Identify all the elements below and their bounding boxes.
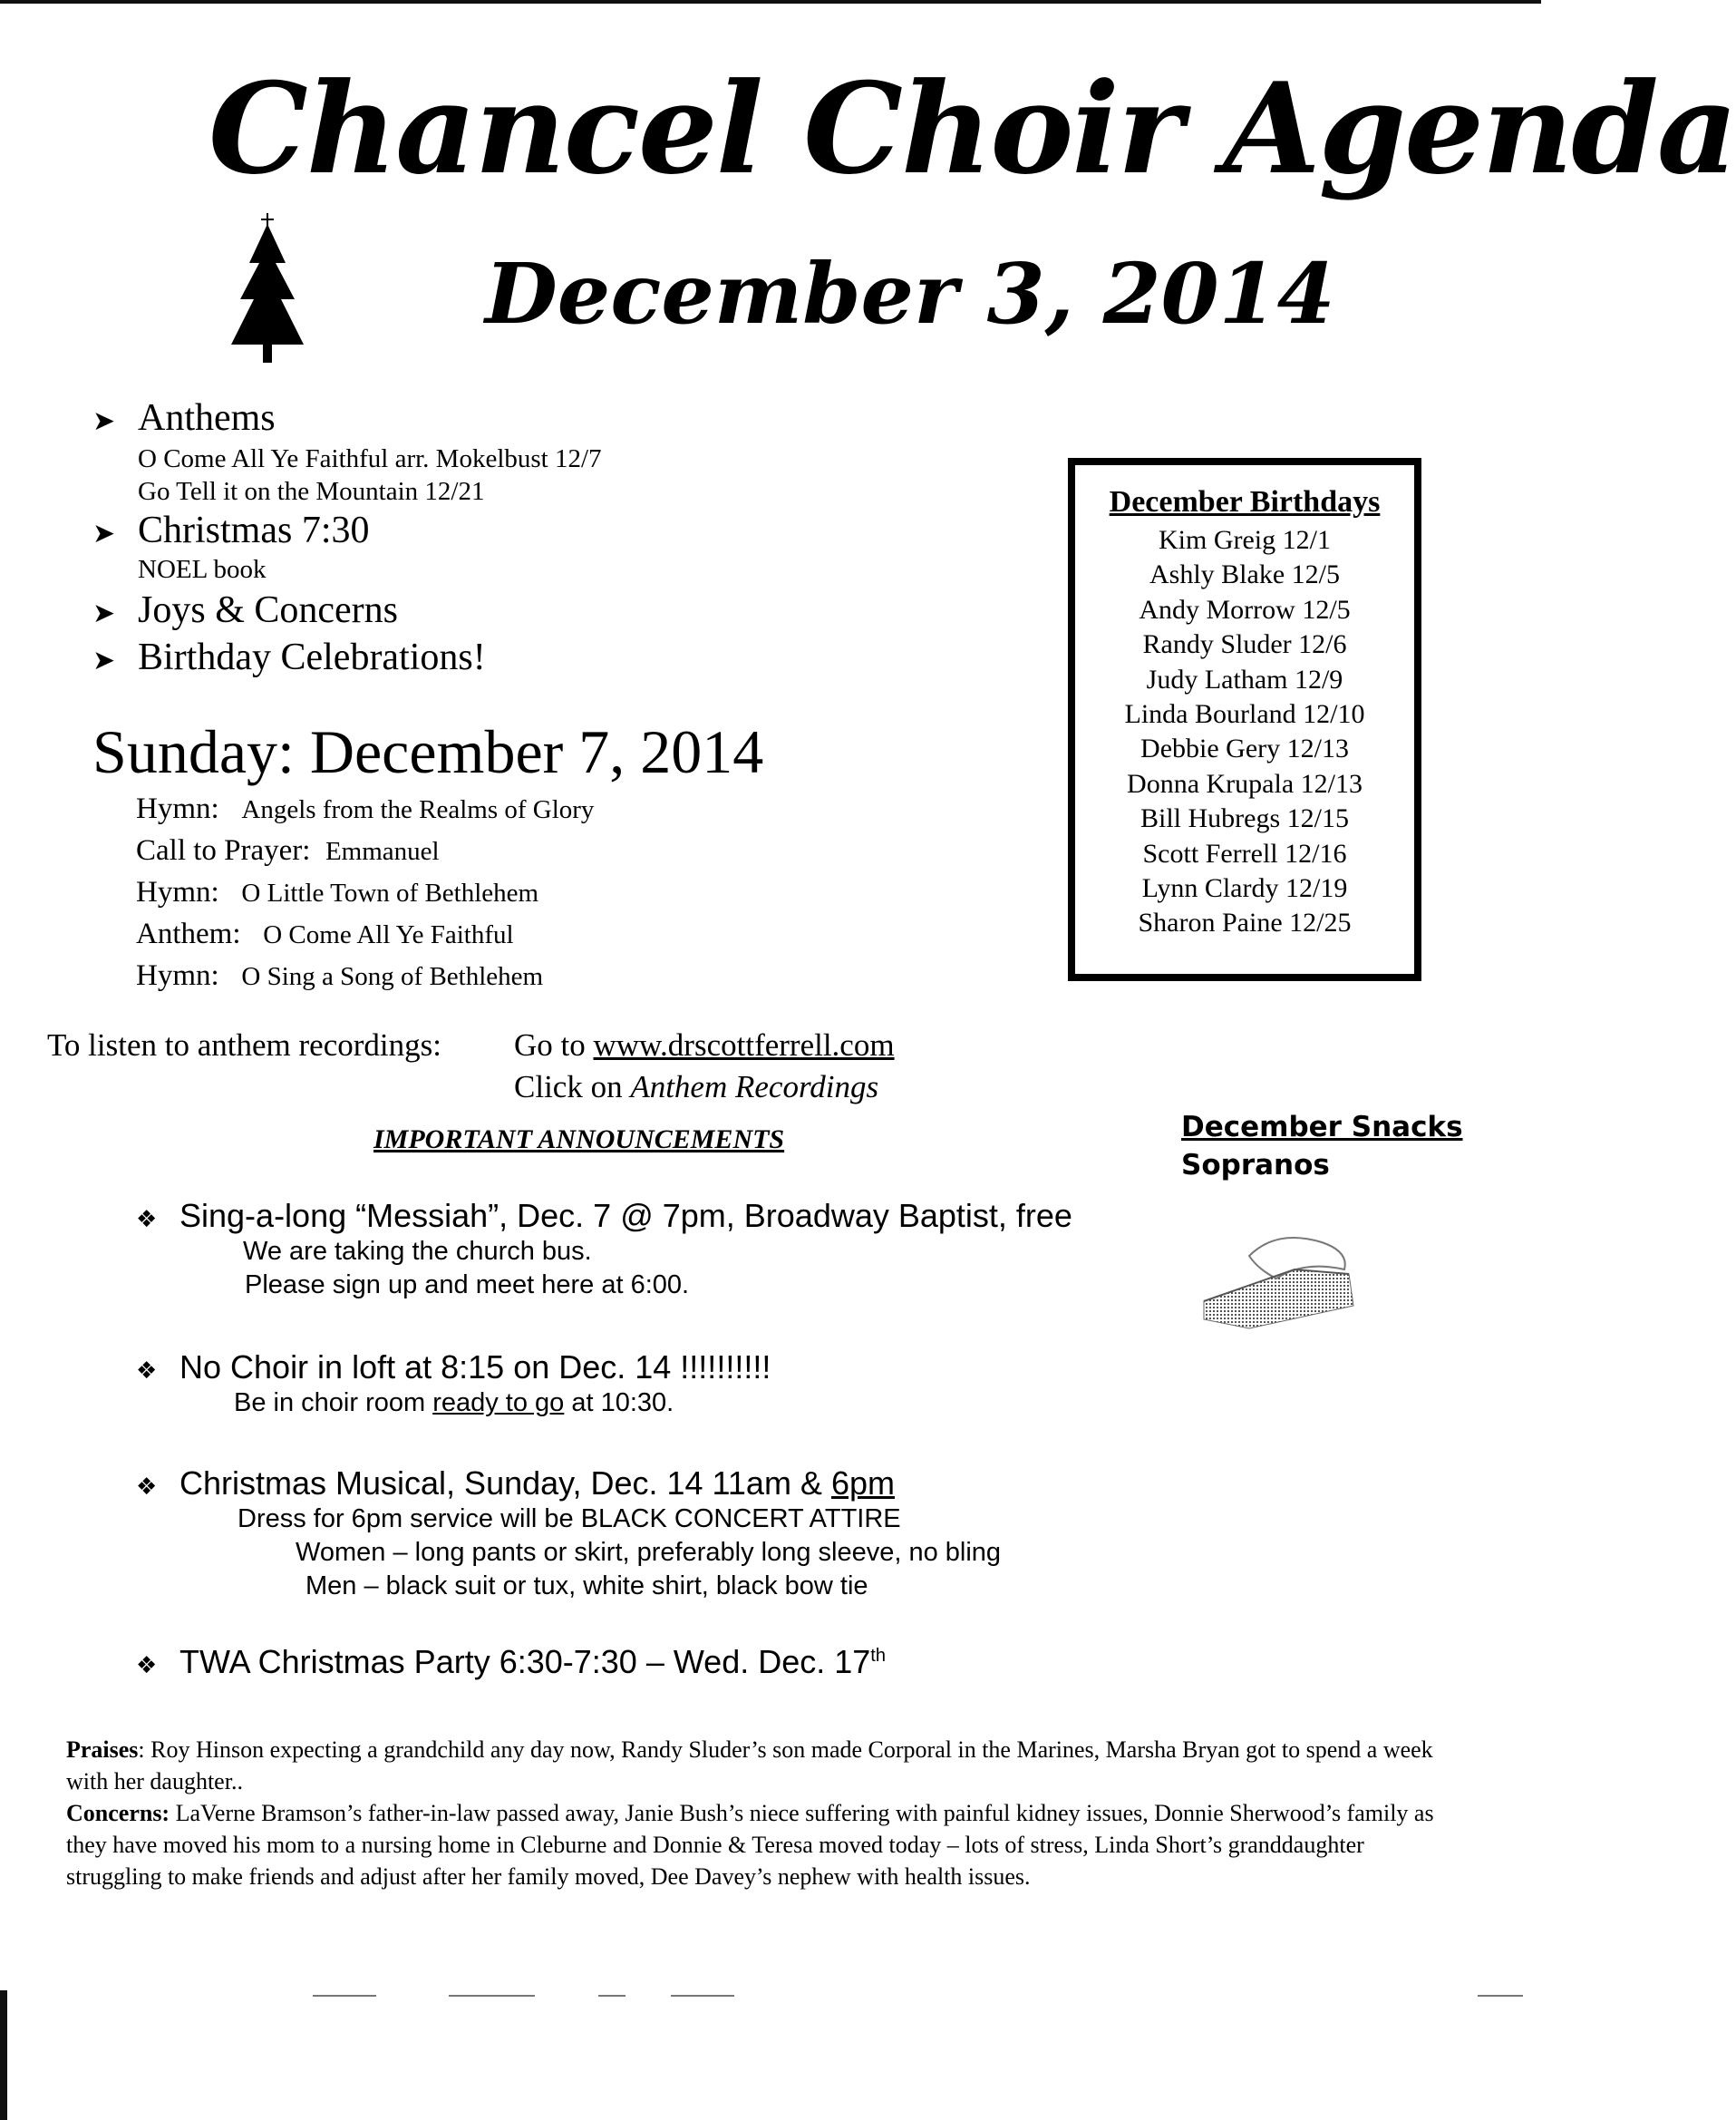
announcement-item xyxy=(136,1464,1001,1603)
announcement-title xyxy=(179,1464,895,1502)
announcement-detail: Women – long pants or skirt, preferably long sleeve, no bling xyxy=(296,1538,1002,1567)
diamond-bullet-icon: ❖ xyxy=(136,1357,158,1385)
birthday-item: Donna Krupala 12/13 xyxy=(1127,768,1363,799)
sunday-heading: Sunday: December 7, 2014 xyxy=(92,717,764,786)
concerns-label: Concerns: xyxy=(66,1800,170,1826)
announcement-detail: Dress for 6pm service will be BLACK CONCERT ATTIRE xyxy=(238,1504,901,1533)
service-label: Hymn: xyxy=(136,793,219,825)
agenda-heading: Christmas 7:30 xyxy=(138,510,370,551)
announcement-title xyxy=(179,1643,886,1681)
service-item xyxy=(136,789,594,831)
service-item xyxy=(136,831,594,872)
announcement-title: Sing-a-long “Messiah”, Dec. 7 @ 7pm, Broadway Baptist, free xyxy=(179,1197,1072,1234)
arrowhead-bullet-icon: ➤ xyxy=(92,598,116,629)
service-item xyxy=(136,914,594,956)
scan-mark xyxy=(671,1995,734,1997)
sunday-order-of-service xyxy=(136,789,594,997)
anthem-recordings-text: Anthem Recordings xyxy=(630,1069,879,1104)
recordings-link[interactable]: www.drscottferrell.com xyxy=(593,1027,895,1063)
snacks-section xyxy=(1181,1108,1463,1184)
go-to-text: Go to xyxy=(514,1027,594,1063)
service-value: Emmanuel xyxy=(325,837,440,866)
service-label: Call to Prayer: xyxy=(136,834,311,867)
birthday-item: Linda Bourland 12/10 xyxy=(1124,699,1365,730)
birthday-item: Scott Ferrell 12/16 xyxy=(1142,838,1347,869)
service-label: Anthem: xyxy=(136,918,241,950)
announcement-detail xyxy=(136,1386,771,1420)
scan-mark xyxy=(1478,1995,1523,1997)
announcement-detail: We are taking the church bus. xyxy=(243,1237,592,1266)
title-superscript: th xyxy=(870,1646,886,1666)
birthdays-heading: December Birthdays xyxy=(1109,485,1381,519)
agenda-heading: Joys & Concerns xyxy=(138,589,398,631)
praises-concerns xyxy=(66,1734,1462,1892)
announcement-detail: Men – black suit or tux, white shirt, black bow tie xyxy=(305,1571,868,1600)
praises-text: : Roy Hinson expecting a grandchild any day now, Randy Sluder’s son made Corporal in the Marines, Marsha Bryan got to spend a week with her daughter.. xyxy=(66,1736,1433,1794)
christmas-tree-icon xyxy=(227,213,308,363)
detail-underlined: ready to go xyxy=(432,1388,565,1417)
arrowhead-bullet-icon: ➤ xyxy=(92,645,116,676)
birthday-item: Andy Morrow 12/5 xyxy=(1139,594,1351,625)
title-underlined: 6pm xyxy=(830,1464,895,1502)
announcement-item xyxy=(136,1643,886,1681)
scan-edge-left xyxy=(0,1990,7,2120)
praises-label: Praises xyxy=(66,1736,139,1763)
arrowhead-bullet-icon: ➤ xyxy=(92,405,116,437)
birthday-item: Ashly Blake 12/5 xyxy=(1149,559,1340,590)
scan-mark xyxy=(313,1995,376,1997)
birthdays-box xyxy=(1068,458,1421,981)
agenda-list xyxy=(92,399,602,676)
agenda-item-anthems xyxy=(92,399,602,437)
announcement-title: No Choir in loft at 8:15 on Dec. 14 !!!!!!!!!! xyxy=(179,1348,771,1386)
service-value: O Sing a Song of Bethlehem xyxy=(241,962,544,991)
announcement-item xyxy=(136,1348,771,1420)
service-value: O Come All Ye Faithful xyxy=(263,920,514,949)
service-label: Hymn: xyxy=(136,959,219,992)
scan-edge-top xyxy=(0,0,1541,4)
snacks-heading: December Snacks xyxy=(1181,1111,1463,1143)
meeting-date: December 3, 2014 xyxy=(485,245,1335,343)
service-item xyxy=(136,872,594,914)
detail-text: at 10:30. xyxy=(564,1388,674,1417)
birthday-item: Bill Hubregs 12/15 xyxy=(1140,803,1349,834)
service-label: Hymn: xyxy=(136,876,219,909)
title-text: TWA Christmas Party 6:30-7:30 – Wed. Dec. 17 xyxy=(179,1643,871,1680)
click-on-text: Click on xyxy=(514,1069,631,1104)
anthem-line: Go Tell it on the Mountain 12/21 xyxy=(138,477,485,506)
scan-mark xyxy=(598,1995,626,1997)
announcements-heading: IMPORTANT ANNOUNCEMENTS xyxy=(373,1124,785,1154)
agenda-heading: Anthems xyxy=(138,397,276,439)
diamond-bullet-icon: ❖ xyxy=(136,1652,158,1679)
agenda-heading: Birthday Celebrations! xyxy=(138,637,486,678)
listen-instructions xyxy=(514,1025,895,1108)
agenda-item-christmas xyxy=(92,511,602,549)
birthday-item: Judy Latham 12/9 xyxy=(1146,664,1343,695)
service-value: Angels from the Realms of Glory xyxy=(241,795,595,824)
snacks-group: Sopranos xyxy=(1181,1149,1330,1182)
page-title: Chancel Choir Agenda xyxy=(209,54,1736,202)
concerns-paragraph xyxy=(66,1797,1462,1892)
announcement-detail: Please sign up and meet here at 6:00. xyxy=(245,1270,690,1299)
diamond-bullet-icon: ❖ xyxy=(136,1206,158,1233)
birthday-item: Sharon Paine 12/25 xyxy=(1138,908,1352,938)
title-text: Christmas Musical, Sunday, Dec. 14 11am & xyxy=(179,1464,831,1502)
christmas-sub: NOEL book xyxy=(138,555,267,584)
service-value: O Little Town of Bethlehem xyxy=(241,879,539,908)
birthday-item: Lynn Clardy 12/19 xyxy=(1141,873,1348,904)
anthem-line: O Come All Ye Faithful arr. Mokelbust 12/7 xyxy=(138,444,602,473)
concerns-text: LaVerne Bramson’s father-in-law passed away, Janie Bush’s niece suffering with painful kidney issues, Donnie Sherwood’s family as they have moved his mom to a nursing home in Cleburne and Donnie & Teresa moved today – lots of stress, Linda Short’s granddaughter struggling to make friends and adjust after her family moved, Dee Davey’s nephew with health issues. xyxy=(66,1800,1434,1890)
agenda-item-birthday xyxy=(92,638,602,676)
birthday-item: Randy Sluder 12/6 xyxy=(1142,629,1347,660)
arrowhead-bullet-icon: ➤ xyxy=(92,518,116,549)
agenda-item-joys xyxy=(92,591,602,629)
scan-mark xyxy=(449,1995,535,1997)
announcement-item xyxy=(136,1197,1072,1302)
praises-paragraph xyxy=(66,1734,1462,1797)
listen-label: To listen to anthem recordings: xyxy=(47,1027,441,1063)
birthday-item: Kim Greig 12/1 xyxy=(1159,525,1331,555)
pie-slice-icon xyxy=(1195,1220,1367,1333)
detail-text: Be in choir room xyxy=(234,1388,433,1417)
service-item xyxy=(136,956,594,997)
birthday-item: Debbie Gery 12/13 xyxy=(1140,734,1349,764)
diamond-bullet-icon: ❖ xyxy=(136,1473,158,1501)
